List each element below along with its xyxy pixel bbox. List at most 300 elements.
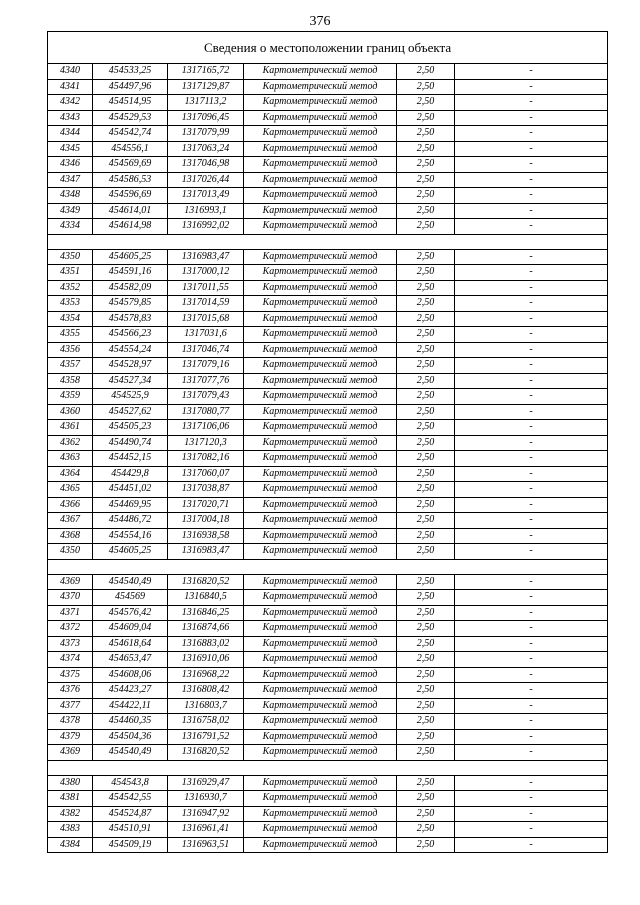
- table-row: [48, 342, 608, 358]
- table-row: [48, 110, 608, 126]
- cell-coord-x: 454543,8: [93, 775, 168, 791]
- cell-coord-y: 1316947,92: [168, 806, 244, 822]
- group-separator-row: [48, 234, 608, 249]
- cell-coord-x: 454525,9: [93, 389, 168, 405]
- cell-point-number: 4375: [48, 667, 93, 683]
- cell-method: Картометрический метод: [244, 667, 397, 683]
- cell-description: -: [455, 791, 608, 807]
- cell-coord-y: 1316961,41: [168, 822, 244, 838]
- cell-coord-x: 454586,53: [93, 172, 168, 188]
- cell-method: Картометрический метод: [244, 745, 397, 761]
- cell-coord-y: 1317113,2: [168, 95, 244, 111]
- cell-point-number: 4373: [48, 636, 93, 652]
- cell-description: -: [455, 420, 608, 436]
- cell-method: Картометрический метод: [244, 95, 397, 111]
- cell-point-number: 4371: [48, 605, 93, 621]
- cell-coord-y: 1317079,16: [168, 358, 244, 374]
- cell-accuracy: 2,50: [397, 605, 455, 621]
- cell-coord-x: 454460,35: [93, 714, 168, 730]
- cell-point-number: 4370: [48, 590, 93, 606]
- table-row: [48, 837, 608, 853]
- cell-description: -: [455, 95, 608, 111]
- cell-method: Картометрический метод: [244, 280, 397, 296]
- cell-accuracy: 2,50: [397, 435, 455, 451]
- cell-description: -: [455, 775, 608, 791]
- cell-point-number: 4383: [48, 822, 93, 838]
- cell-coord-y: 1317082,16: [168, 451, 244, 467]
- cell-description: -: [455, 574, 608, 590]
- cell-accuracy: 2,50: [397, 590, 455, 606]
- cell-description: -: [455, 110, 608, 126]
- cell-point-number: 4340: [48, 64, 93, 80]
- cell-coord-y: 1316910,06: [168, 652, 244, 668]
- cell-method: Картометрический метод: [244, 172, 397, 188]
- cell-point-number: 4378: [48, 714, 93, 730]
- cell-method: Картометрический метод: [244, 621, 397, 637]
- cell-accuracy: 2,50: [397, 64, 455, 80]
- cell-method: Картометрический метод: [244, 358, 397, 374]
- cell-accuracy: 2,50: [397, 373, 455, 389]
- cell-description: -: [455, 482, 608, 498]
- cell-coord-x: 454542,74: [93, 126, 168, 142]
- group-separator: [48, 760, 608, 775]
- cell-description: -: [455, 806, 608, 822]
- cell-accuracy: 2,50: [397, 404, 455, 420]
- cell-description: -: [455, 141, 608, 157]
- table-row: [48, 172, 608, 188]
- cell-coord-y: 1317014,59: [168, 296, 244, 312]
- cell-coord-y: 1317077,76: [168, 373, 244, 389]
- cell-accuracy: 2,50: [397, 126, 455, 142]
- cell-description: -: [455, 652, 608, 668]
- cell-coord-y: 1316820,52: [168, 745, 244, 761]
- cell-method: Картометрический метод: [244, 265, 397, 281]
- cell-coord-x: 454540,49: [93, 574, 168, 590]
- table-row: [48, 265, 608, 281]
- table-row: [48, 126, 608, 142]
- cell-point-number: 4369: [48, 745, 93, 761]
- cell-method: Картометрический метод: [244, 775, 397, 791]
- cell-coord-x: 454486,72: [93, 513, 168, 529]
- cell-point-number: 4380: [48, 775, 93, 791]
- cell-point-number: 4359: [48, 389, 93, 405]
- cell-description: -: [455, 373, 608, 389]
- cell-point-number: 4345: [48, 141, 93, 157]
- cell-method: Картометрический метод: [244, 714, 397, 730]
- cell-method: Картометрический метод: [244, 311, 397, 327]
- cell-coord-y: 1317129,87: [168, 79, 244, 95]
- cell-accuracy: 2,50: [397, 219, 455, 235]
- cell-method: Картометрический метод: [244, 698, 397, 714]
- cell-point-number: 4352: [48, 280, 93, 296]
- table-row: [48, 775, 608, 791]
- cell-accuracy: 2,50: [397, 451, 455, 467]
- cell-point-number: 4343: [48, 110, 93, 126]
- cell-point-number: 4357: [48, 358, 93, 374]
- cell-method: Картометрический метод: [244, 544, 397, 560]
- cell-method: Картометрический метод: [244, 327, 397, 343]
- cell-point-number: 4347: [48, 172, 93, 188]
- cell-method: Картометрический метод: [244, 683, 397, 699]
- cell-coord-y: 1316963,51: [168, 837, 244, 853]
- table-row: [48, 157, 608, 173]
- table-body: [48, 32, 608, 853]
- cell-description: -: [455, 590, 608, 606]
- cell-description: -: [455, 358, 608, 374]
- table-row: [48, 652, 608, 668]
- cell-accuracy: 2,50: [397, 296, 455, 312]
- cell-method: Картометрический метод: [244, 636, 397, 652]
- cell-method: Картометрический метод: [244, 652, 397, 668]
- table-row: [48, 466, 608, 482]
- cell-accuracy: 2,50: [397, 249, 455, 265]
- cell-coord-x: 454614,01: [93, 203, 168, 219]
- table-row: [48, 683, 608, 699]
- cell-point-number: 4341: [48, 79, 93, 95]
- cell-accuracy: 2,50: [397, 683, 455, 699]
- cell-description: -: [455, 172, 608, 188]
- cell-point-number: 4363: [48, 451, 93, 467]
- cell-method: Картометрический метод: [244, 296, 397, 312]
- cell-method: Картометрический метод: [244, 435, 397, 451]
- cell-point-number: 4364: [48, 466, 93, 482]
- cell-method: Картометрический метод: [244, 219, 397, 235]
- cell-method: Картометрический метод: [244, 590, 397, 606]
- cell-point-number: 4344: [48, 126, 93, 142]
- cell-point-number: 4334: [48, 219, 93, 235]
- cell-method: Картометрический метод: [244, 141, 397, 157]
- table-row: [48, 621, 608, 637]
- cell-accuracy: 2,50: [397, 95, 455, 111]
- cell-coord-y: 1317106,06: [168, 420, 244, 436]
- cell-coord-y: 1316993,1: [168, 203, 244, 219]
- cell-coord-x: 454614,98: [93, 219, 168, 235]
- table-row: [48, 497, 608, 513]
- cell-coord-x: 454579,85: [93, 296, 168, 312]
- cell-point-number: 4361: [48, 420, 93, 436]
- cell-coord-y: 1317165,72: [168, 64, 244, 80]
- cell-coord-x: 454497,96: [93, 79, 168, 95]
- cell-method: Картометрический метод: [244, 342, 397, 358]
- cell-coord-y: 1316930,7: [168, 791, 244, 807]
- cell-description: -: [455, 528, 608, 544]
- cell-coord-x: 454542,55: [93, 791, 168, 807]
- cell-method: Картометрический метод: [244, 157, 397, 173]
- cell-accuracy: 2,50: [397, 574, 455, 590]
- cell-coord-x: 454605,25: [93, 544, 168, 560]
- cell-point-number: 4358: [48, 373, 93, 389]
- cell-description: -: [455, 714, 608, 730]
- cell-description: -: [455, 311, 608, 327]
- cell-accuracy: 2,50: [397, 327, 455, 343]
- table-row: [48, 95, 608, 111]
- cell-coord-x: 454591,16: [93, 265, 168, 281]
- cell-description: -: [455, 249, 608, 265]
- cell-method: Картометрический метод: [244, 389, 397, 405]
- cell-method: Картометрический метод: [244, 188, 397, 204]
- cell-description: -: [455, 126, 608, 142]
- cell-description: -: [455, 404, 608, 420]
- cell-point-number: 4366: [48, 497, 93, 513]
- cell-accuracy: 2,50: [397, 141, 455, 157]
- cell-coord-y: 1317013,49: [168, 188, 244, 204]
- table-row: [48, 791, 608, 807]
- table-caption-row: [48, 32, 608, 64]
- table-row: [48, 203, 608, 219]
- cell-description: -: [455, 667, 608, 683]
- cell-accuracy: 2,50: [397, 745, 455, 761]
- cell-accuracy: 2,50: [397, 621, 455, 637]
- cell-point-number: 4342: [48, 95, 93, 111]
- table-row: [48, 667, 608, 683]
- cell-coord-y: 1317038,87: [168, 482, 244, 498]
- cell-coord-x: 454524,87: [93, 806, 168, 822]
- table-row: [48, 188, 608, 204]
- cell-accuracy: 2,50: [397, 528, 455, 544]
- cell-method: Картометрический метод: [244, 64, 397, 80]
- cell-coord-x: 454469,95: [93, 497, 168, 513]
- table-row: [48, 420, 608, 436]
- cell-coord-y: 1316820,52: [168, 574, 244, 590]
- table-caption: Сведения о местоположении границ объекта: [48, 32, 608, 64]
- table-row: [48, 79, 608, 95]
- cell-coord-x: 454566,23: [93, 327, 168, 343]
- table-row: [48, 249, 608, 265]
- table-row: [48, 311, 608, 327]
- group-separator-row: [48, 559, 608, 574]
- cell-description: -: [455, 621, 608, 637]
- cell-description: -: [455, 837, 608, 853]
- table-row: [48, 729, 608, 745]
- cell-accuracy: 2,50: [397, 513, 455, 529]
- cell-point-number: 4368: [48, 528, 93, 544]
- cell-coord-y: 1317096,45: [168, 110, 244, 126]
- cell-description: -: [455, 544, 608, 560]
- cell-point-number: 4360: [48, 404, 93, 420]
- cell-description: -: [455, 636, 608, 652]
- table-row: [48, 389, 608, 405]
- table-row: [48, 605, 608, 621]
- cell-accuracy: 2,50: [397, 420, 455, 436]
- cell-coord-x: 454554,24: [93, 342, 168, 358]
- cell-method: Картометрический метод: [244, 420, 397, 436]
- cell-coord-x: 454452,15: [93, 451, 168, 467]
- cell-description: -: [455, 280, 608, 296]
- cell-point-number: 4365: [48, 482, 93, 498]
- cell-coord-x: 454605,25: [93, 249, 168, 265]
- cell-method: Картометрический метод: [244, 806, 397, 822]
- cell-coord-y: 1316840,5: [168, 590, 244, 606]
- cell-description: -: [455, 219, 608, 235]
- table-row: [48, 327, 608, 343]
- cell-accuracy: 2,50: [397, 822, 455, 838]
- cell-method: Картометрический метод: [244, 482, 397, 498]
- cell-coord-y: 1316758,02: [168, 714, 244, 730]
- table-row: [48, 64, 608, 80]
- cell-method: Картометрический метод: [244, 822, 397, 838]
- page-number: 376: [309, 14, 331, 29]
- cell-coord-y: 1317031,6: [168, 327, 244, 343]
- cell-description: -: [455, 729, 608, 745]
- cell-coord-y: 1316803,7: [168, 698, 244, 714]
- cell-description: -: [455, 389, 608, 405]
- table-row: [48, 544, 608, 560]
- cell-accuracy: 2,50: [397, 280, 455, 296]
- cell-accuracy: 2,50: [397, 466, 455, 482]
- cell-coord-y: 1316808,42: [168, 683, 244, 699]
- cell-coord-x: 454596,69: [93, 188, 168, 204]
- cell-accuracy: 2,50: [397, 837, 455, 853]
- cell-coord-x: 454618,64: [93, 636, 168, 652]
- cell-coord-x: 454540,49: [93, 745, 168, 761]
- cell-point-number: 4351: [48, 265, 93, 281]
- cell-method: Картометрический метод: [244, 203, 397, 219]
- cell-coord-x: 454528,97: [93, 358, 168, 374]
- cell-accuracy: 2,50: [397, 698, 455, 714]
- cell-method: Картометрический метод: [244, 605, 397, 621]
- cell-coord-y: 1316883,02: [168, 636, 244, 652]
- cell-coord-x: 454504,36: [93, 729, 168, 745]
- cell-description: -: [455, 342, 608, 358]
- table-row: [48, 404, 608, 420]
- cell-accuracy: 2,50: [397, 188, 455, 204]
- cell-method: Картометрический метод: [244, 126, 397, 142]
- table-row: [48, 358, 608, 374]
- cell-coord-x: 454527,62: [93, 404, 168, 420]
- cell-coord-y: 1317000,12: [168, 265, 244, 281]
- cell-point-number: 4362: [48, 435, 93, 451]
- table-row: [48, 574, 608, 590]
- cell-point-number: 4346: [48, 157, 93, 173]
- cell-method: Картометрический метод: [244, 513, 397, 529]
- table-row: [48, 296, 608, 312]
- cell-description: -: [455, 451, 608, 467]
- cell-point-number: 4382: [48, 806, 93, 822]
- cell-coord-x: 454509,19: [93, 837, 168, 853]
- cell-description: -: [455, 745, 608, 761]
- group-separator: [48, 559, 608, 574]
- table-row: [48, 745, 608, 761]
- cell-description: -: [455, 605, 608, 621]
- table-row: [48, 482, 608, 498]
- cell-point-number: 4379: [48, 729, 93, 745]
- cell-point-number: 4369: [48, 574, 93, 590]
- cell-coord-x: 454576,42: [93, 605, 168, 621]
- cell-accuracy: 2,50: [397, 358, 455, 374]
- boundary-coordinates-table: [47, 31, 608, 853]
- group-separator-row: [48, 760, 608, 775]
- table-row: [48, 219, 608, 235]
- cell-coord-x: 454529,53: [93, 110, 168, 126]
- cell-accuracy: 2,50: [397, 775, 455, 791]
- cell-point-number: 4356: [48, 342, 93, 358]
- cell-description: -: [455, 822, 608, 838]
- cell-method: Картометрический метод: [244, 249, 397, 265]
- cell-coord-x: 454554,16: [93, 528, 168, 544]
- cell-accuracy: 2,50: [397, 110, 455, 126]
- cell-accuracy: 2,50: [397, 203, 455, 219]
- cell-point-number: 4354: [48, 311, 93, 327]
- cell-description: -: [455, 513, 608, 529]
- cell-coord-y: 1317079,43: [168, 389, 244, 405]
- cell-coord-x: 454422,11: [93, 698, 168, 714]
- cell-method: Картометрический метод: [244, 373, 397, 389]
- cell-coord-x: 454429,8: [93, 466, 168, 482]
- cell-coord-y: 1317026,44: [168, 172, 244, 188]
- cell-method: Картометрический метод: [244, 79, 397, 95]
- table-row: [48, 528, 608, 544]
- cell-method: Картометрический метод: [244, 110, 397, 126]
- cell-coord-y: 1316968,22: [168, 667, 244, 683]
- cell-coord-y: 1316791,52: [168, 729, 244, 745]
- cell-accuracy: 2,50: [397, 652, 455, 668]
- cell-coord-y: 1317063,24: [168, 141, 244, 157]
- cell-coord-x: 454578,83: [93, 311, 168, 327]
- cell-coord-x: 454653,47: [93, 652, 168, 668]
- cell-accuracy: 2,50: [397, 667, 455, 683]
- cell-description: -: [455, 698, 608, 714]
- cell-point-number: 4367: [48, 513, 93, 529]
- table-row: [48, 435, 608, 451]
- cell-accuracy: 2,50: [397, 544, 455, 560]
- cell-description: -: [455, 79, 608, 95]
- cell-description: -: [455, 188, 608, 204]
- cell-accuracy: 2,50: [397, 636, 455, 652]
- cell-coord-y: 1317079,99: [168, 126, 244, 142]
- cell-coord-x: 454510,91: [93, 822, 168, 838]
- cell-accuracy: 2,50: [397, 806, 455, 822]
- table-row: [48, 280, 608, 296]
- cell-accuracy: 2,50: [397, 79, 455, 95]
- cell-accuracy: 2,50: [397, 389, 455, 405]
- cell-coord-x: 454490,74: [93, 435, 168, 451]
- cell-method: Картометрический метод: [244, 466, 397, 482]
- cell-coord-y: 1317004,18: [168, 513, 244, 529]
- table-row: [48, 513, 608, 529]
- table-row: [48, 806, 608, 822]
- cell-coord-x: 454556,1: [93, 141, 168, 157]
- cell-description: -: [455, 435, 608, 451]
- cell-coord-x: 454608,06: [93, 667, 168, 683]
- cell-method: Картометрический метод: [244, 837, 397, 853]
- cell-description: -: [455, 296, 608, 312]
- cell-point-number: 4381: [48, 791, 93, 807]
- cell-coord-x: 454569: [93, 590, 168, 606]
- cell-description: -: [455, 497, 608, 513]
- cell-coord-y: 1316992,02: [168, 219, 244, 235]
- cell-method: Картометрический метод: [244, 574, 397, 590]
- cell-method: Картометрический метод: [244, 729, 397, 745]
- cell-description: -: [455, 466, 608, 482]
- cell-coord-y: 1317120,3: [168, 435, 244, 451]
- cell-accuracy: 2,50: [397, 172, 455, 188]
- cell-point-number: 4374: [48, 652, 93, 668]
- cell-coord-x: 454451,02: [93, 482, 168, 498]
- cell-coord-y: 1317020,71: [168, 497, 244, 513]
- cell-coord-x: 454533,25: [93, 64, 168, 80]
- cell-coord-y: 1316929,47: [168, 775, 244, 791]
- group-separator: [48, 234, 608, 249]
- cell-accuracy: 2,50: [397, 157, 455, 173]
- cell-accuracy: 2,50: [397, 497, 455, 513]
- cell-point-number: 4353: [48, 296, 93, 312]
- cell-point-number: 4350: [48, 249, 93, 265]
- cell-point-number: 4348: [48, 188, 93, 204]
- cell-description: -: [455, 203, 608, 219]
- table-row: [48, 822, 608, 838]
- cell-description: -: [455, 265, 608, 281]
- cell-coord-x: 454514,95: [93, 95, 168, 111]
